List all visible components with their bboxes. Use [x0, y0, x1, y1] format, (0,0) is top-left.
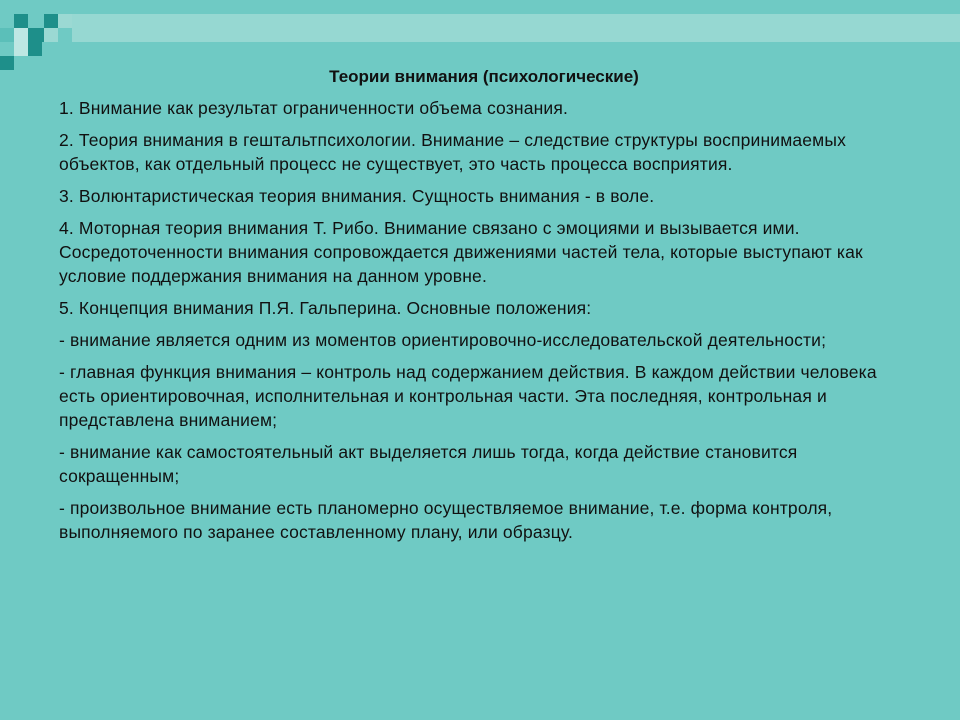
bullet-2: - главная функция внимания – контроль над содержанием действия. В каждом действии человека есть ориентировочная, исполнительная и контрольная части. Эта последняя, контрольная и представлена вниманием;	[59, 362, 877, 430]
bullet-1: - внимание является одним из моментов ориентировочно-исследовательской деятельности;	[59, 330, 827, 350]
slide-title: Теории внимания (психологические)	[329, 67, 639, 86]
decorative-square	[0, 56, 14, 70]
decorative-square	[44, 28, 58, 42]
paragraph-1: 1. Внимание как результат ограниченности объема сознания.	[59, 98, 568, 118]
paragraph-3: 3. Волюнтаристическая теория внимания. Сущность внимания - в воле.	[59, 186, 655, 206]
decorative-square	[28, 42, 42, 56]
slide-content	[59, 64, 909, 552]
paragraph-4: 4. Моторная теория внимания Т. Рибо. Внимание связано с эмоциями и вызывается ими. Сосредоточенности внимания сопровождается движениями частей тела, которые выступают как условие поддержания внимания на данном уровне.	[59, 218, 863, 286]
bullet-4: - произвольное внимание есть планомерно осуществляемое внимание, т.е. форма контроля, выполняемого по заранее составленному плану, или образцу.	[59, 498, 833, 542]
decorative-square	[14, 28, 28, 42]
decorative-square	[44, 14, 58, 28]
decorative-square	[14, 42, 28, 56]
decorative-square	[14, 14, 28, 28]
paragraph-2: 2. Теория внимания в гештальтпсихологии. Внимание – следствие структуры воспринимаемых объектов, как отдельный процесс не существует, это часть процесса восприятия.	[59, 130, 846, 174]
bullet-3: - внимание как самостоятельный акт выделяется лишь тогда, когда действие становится сокращенным;	[59, 442, 798, 486]
decorative-top-bar	[72, 14, 960, 42]
decorative-square	[28, 28, 44, 42]
decorative-square	[58, 14, 72, 28]
paragraph-5: 5. Концепция внимания П.Я. Гальперина. Основные положения:	[59, 298, 592, 318]
decorative-square	[0, 28, 14, 42]
